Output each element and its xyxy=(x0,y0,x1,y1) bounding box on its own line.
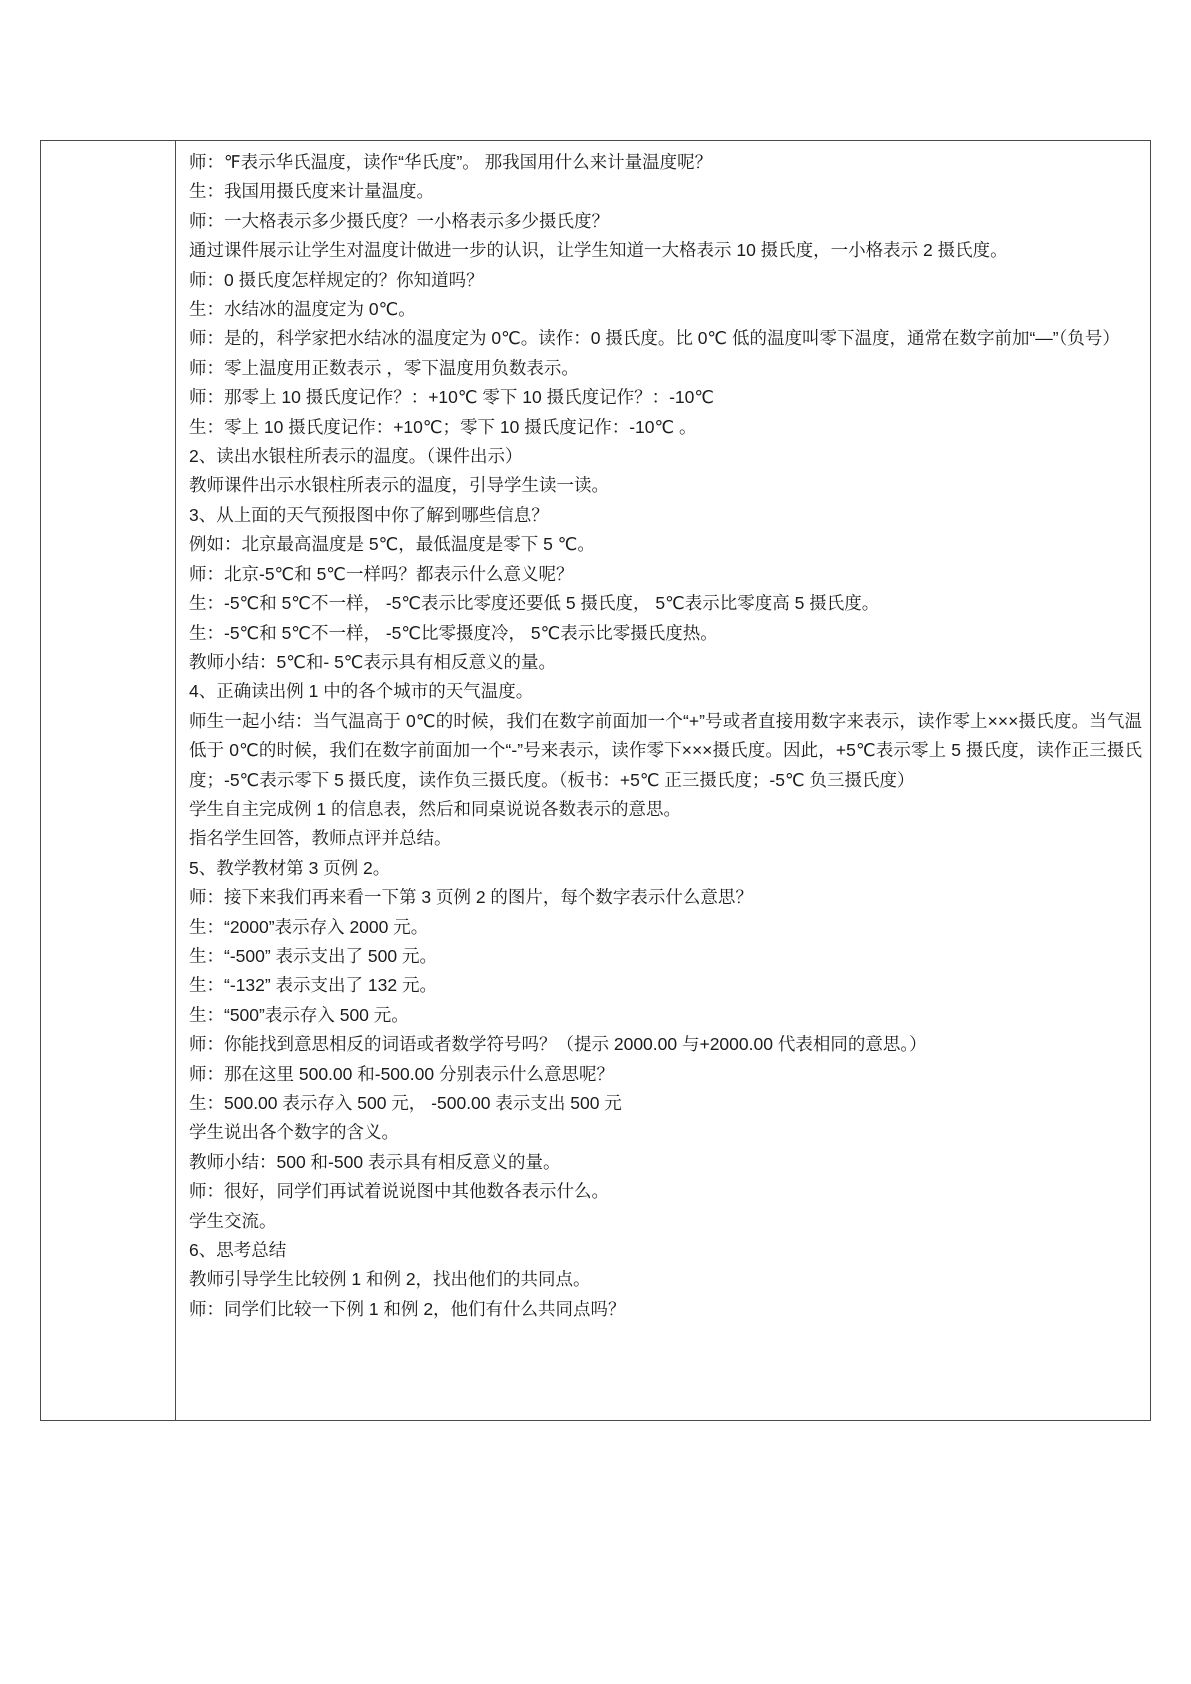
paragraph-line: 指名学生回答，教师点评并总结。 xyxy=(189,828,452,849)
paragraph-line: 教师课件出示水银柱所表示的温度，引导学生读一读。 xyxy=(189,475,609,496)
paragraph-line: 师：一大格表示多少摄氏度？一小格表示多少摄氏度？ xyxy=(189,210,609,231)
paragraph-line: 师：北京-5℃和 5℃一样吗？都表示什么意义呢？ xyxy=(189,563,574,584)
paragraph-line: 5、教学教材第 3 页例 2。 xyxy=(189,857,391,878)
table-left-cell xyxy=(41,141,176,1420)
paragraph-line: 生：“-132” 表示支出了 132 元。 xyxy=(189,975,437,996)
paragraph-line: 3、从上面的天气预报图中你了解到哪些信息？ xyxy=(189,504,549,525)
paragraph-line: 2、读出水银柱所表示的温度。（课件出示） xyxy=(189,446,523,467)
paragraph-line: 师：你能找到意思相反的词语或者数学符号吗？（提示 2000.00 与+2000.00 代表相同的意思。） xyxy=(189,1034,927,1055)
paragraph-line: 师：℉表示华氏温度，读作“华氏度”。 那我国用什么来计量温度呢？ xyxy=(189,152,713,172)
paragraph-line: 学生自主完成例 1 的信息表，然后和同桌说说各数表示的意思。 xyxy=(189,798,681,819)
paragraph-line: 师：那在这里 500.00 和-500.00 分别表示什么意思呢？ xyxy=(189,1063,614,1084)
paragraph-line: 生：-5℃和 5℃不一样， -5℃表示比零度还要低 5 摄氏度， 5℃表示比零度高 5 摄氏度。 xyxy=(189,593,880,614)
paragraph-line: 生：500.00 表示存入 500 元， -500.00 表示支出 500 元 xyxy=(189,1093,622,1113)
paragraph-line: 生：“500”表示存入 500 元。 xyxy=(189,1004,409,1025)
paragraph-line: 教师引导学生比较例 1 和例 2，找出他们的共同点。 xyxy=(189,1269,591,1290)
paragraph-line: 生：“-500” 表示支出了 500 元。 xyxy=(189,945,437,966)
paragraph-line: 师：那零上 10 摄氏度记作？：+10℃ 零下 10 摄氏度记作？：-10℃ xyxy=(189,387,715,408)
paragraph-line: 4、正确读出例 1 中的各个城市的天气温度。 xyxy=(189,681,534,702)
paragraph-line: 师：0 摄氏度怎样规定的？你知道吗？ xyxy=(189,269,484,290)
paragraph-line: 师：接下来我们再来看一下第 3 页例 2 的图片，每个数字表示什么意思？ xyxy=(189,887,753,908)
paragraph-line: 生：“2000”表示存入 2000 元。 xyxy=(189,916,429,937)
lesson-plan-table xyxy=(40,140,1151,1421)
paragraph-line: 通过课件展示让学生对温度计做进一步的认识，让学生知道一大格表示 10 摄氏度，一小格表示 2 摄氏度。 xyxy=(189,240,1008,261)
paragraph-line: 生：我国用摄氏度来计量温度。 xyxy=(189,181,434,202)
paragraph-line: 生：水结冰的温度定为 0℃。 xyxy=(189,299,416,320)
paragraph-line: 师：零上温度用正数表示 ，零下温度用负数表示。 xyxy=(189,357,579,378)
table-content-cell xyxy=(176,141,1150,1420)
paragraph-line: 学生说出各个数字的含义。 xyxy=(189,1122,399,1143)
paragraph-line: 师：很好，同学们再试着说说图中其他数各表示什么。 xyxy=(189,1181,609,1202)
paragraph-line: 生：零上 10 摄氏度记作：+10℃；零下 10 摄氏度记作：-10℃ 。 xyxy=(189,416,697,437)
paragraph-line: 学生交流。 xyxy=(189,1210,277,1231)
paragraph-line: 师生一起小结：当气温高于 0℃的时候，我们在数字前面加一个“+”号或者直接用数字来表示，读作零上×××摄氏度。当气温低于 0℃的时候，我们在数字前面加一个“-”号来表示，读作零下×××摄氏度。因此，+5℃表示零上 5 摄氏度，读作正三摄氏度；-5℃表示零下 5 摄氏度，读作负三摄氏度。（板书：+5℃ 正三摄氏度；-5℃ 负三摄氏度） xyxy=(189,710,1142,790)
paragraph-line: 教师小结：5℃和- 5℃表示具有相反意义的量。 xyxy=(189,651,556,672)
paragraph-line: 6、思考总结 xyxy=(189,1240,287,1261)
paragraph-line: 教师小结：500 和-500 表示具有相反意义的量。 xyxy=(189,1151,561,1172)
paragraph-line: 例如：北京最高温度是 5℃，最低温度是零下 5 ℃。 xyxy=(189,534,595,555)
paragraph-line: 师：同学们比较一下例 1 和例 2，他们有什么共同点吗？ xyxy=(189,1298,626,1319)
paragraph-line: 生：-5℃和 5℃不一样， -5℃比零摄度冷， 5℃表示比零摄氏度热。 xyxy=(189,622,718,643)
paragraph-line: 师：是的，科学家把水结冰的温度定为 0℃。读作：0 摄氏度。比 0℃ 低的温度叫零下温度，通常在数字前加“—”（负号） xyxy=(189,328,1120,349)
